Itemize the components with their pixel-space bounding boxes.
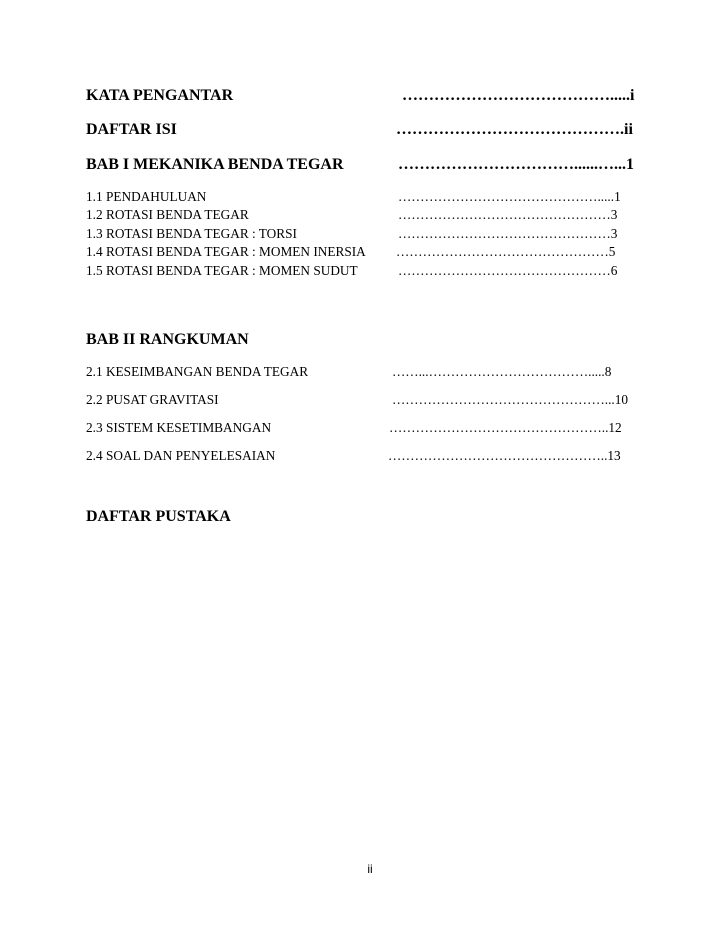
toc-entry-label: DAFTAR ISI	[86, 121, 177, 138]
toc-entry-label: BAB I MEKANIKA BENDA TEGAR	[86, 156, 344, 173]
toc-entry-label: KATA PENGANTAR	[86, 87, 234, 104]
toc-entry-label: 2.3 SISTEM KESETIMBANGAN	[86, 420, 272, 435]
toc-entry-label: 2.2 PUSAT GRAVITASI	[86, 392, 219, 407]
toc-entry-leader: …………………………………………3	[398, 226, 618, 241]
references-heading: DAFTAR PUSTAKA	[86, 508, 231, 525]
toc-entry-label: 1.5 ROTASI BENDA TEGAR : MOMEN SUDUT	[86, 263, 358, 278]
toc-entry-label: 1.4 ROTASI BENDA TEGAR : MOMEN INERSIA	[86, 244, 366, 259]
toc-entry-leader: ………………………………….....i	[402, 87, 635, 104]
toc-entry-label: 1.3 ROTASI BENDA TEGAR : TORSI	[86, 226, 297, 241]
toc-entry-label: 2.1 KESEIMBANGAN BENDA TEGAR	[86, 364, 309, 379]
toc-entry-leader: ……………………………......…...1	[398, 156, 634, 173]
toc-entry-leader: …………………………………………..13	[388, 448, 621, 463]
toc-entry-leader: ……………………………………….....1	[398, 189, 621, 204]
toc-entry-leader: …………………………………………6	[398, 263, 618, 278]
toc-entry-leader: …………………………………………...10	[392, 392, 629, 407]
toc-entry-leader: …………………………………………3	[398, 207, 618, 222]
toc-entry-label: 1.1 PENDAHULUAN	[86, 189, 207, 204]
bab-2-heading: BAB II RANGKUMAN	[86, 331, 249, 348]
toc-entry-label: 2.4 SOAL DAN PENYELESAIAN	[86, 448, 276, 463]
toc-entry-leader: …………………………………………..12	[389, 420, 622, 435]
toc-entry-label: 1.2 ROTASI BENDA TEGAR	[86, 207, 249, 222]
toc-entry-leader: …………………………………….ii	[396, 121, 633, 138]
page-number: ii	[367, 862, 373, 876]
toc-entry-leader: ……...……………………………….....8	[392, 364, 612, 379]
toc-entry-leader: …………………………………………5	[396, 244, 616, 259]
